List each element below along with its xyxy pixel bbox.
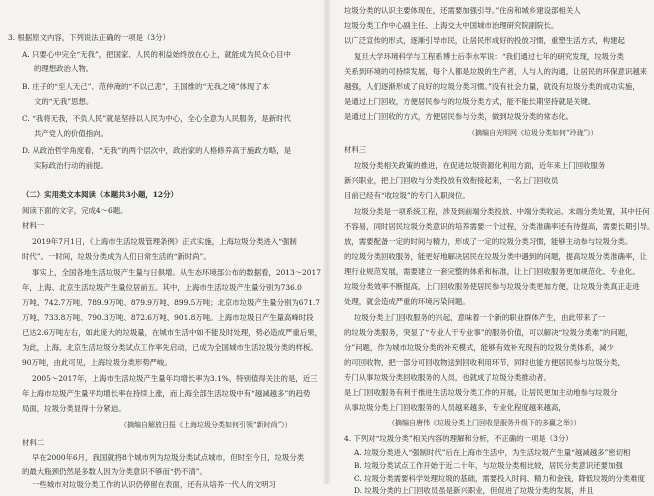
q3-stem: 3. 根据原文内容，下列说法正确的一项是（3分） (8, 33, 170, 42)
left-column (0, 0, 330, 489)
paragraph-line: 垃圾分类上门回收服务的兴起，意味着一个新的职业群体产生，由此带来了一 (354, 313, 606, 322)
q3-option-c-cont: 共产党人的价值指向。 (34, 129, 108, 138)
paragraph-line: 局面，垃圾分类显得十分紧迫。 (22, 404, 126, 413)
paragraph-line: 的可回收物，把一部分可回收物送到回收利用环节，同时也能方便居民参与垃圾分类， (344, 358, 625, 367)
q3-option-a: A. 只要心中完全“无我”，把国家、人民的利益始终放在心上，就能成为民众心目中 (22, 50, 291, 59)
paragraph-line: 垃圾分类效率不断提高，上门回收服务使居民参与垃圾分类更加方便，让垃圾分类真正走进 (344, 282, 640, 291)
paragraph-line: 关系到环境的可持续发展，每个人都是垃圾的生产者，人与人的沟通，让居民的环保意识越来 (344, 67, 648, 76)
paragraph-line: 年，上海、北京生活垃圾产生量位居前五。其中，上海市生活垃圾产生量分别为736.0 (22, 283, 302, 292)
q3-option-c: C. “我将无我，不负人民”就是坚持以人民为中心，全心全意为人民服务，是新时代 (22, 114, 291, 123)
q4-option-a: A. 垃圾分类进入“强制时代”后在上海市生活中，为生活垃圾产生量“越减越多”密切相 (354, 448, 631, 457)
material-1-heading: 材料一 (22, 221, 45, 230)
paragraph-line: 已达2.6万吨左右，如此庞大的垃圾量，在城市生活中如不能及时处理，势必造成严重后果， (22, 328, 322, 337)
material-3-heading: 材料三 (344, 145, 367, 154)
section-title: （二）实用类文本阅读（本题共3小题，12分） (22, 190, 178, 199)
paragraph-line: 年上海市垃圾产生量平均增长率在持续上涨，而上海全部生活垃圾中有“越减越多”的趋势 (22, 389, 311, 398)
q3-option-d-cont: 实际政治行动的前提。 (34, 161, 108, 170)
q3-option-b-cont: 文的“无我”思想。 (34, 97, 94, 106)
paragraph-line: 的垃圾分类回收服务，能更好地解决居民在垃圾分类中遇到的问题，提高垃圾分类准确率，让 (344, 252, 648, 261)
q3-option-b: B. 庄子的“至人无己”、范仲淹的“不以己悲”，王国维的“无我之境”体现了本 (22, 82, 270, 91)
source-citation-2: （摘编自光明网《垃圾分类如何“玲珑”》） (468, 129, 598, 137)
paragraph-line: 以广泛宣传的形式，逐渐引导市民，让居民形成好的投放习惯，重塑生活方式，构建起 (344, 36, 625, 45)
paragraph-line: 垃圾分类的认识主要体现在，还需要加强引导。”住房和城乡建设部相关人 (344, 6, 581, 15)
paragraph-line: 万吨、733.8万吨、790.3万吨、872.6万吨、901.8万吨。上海市垃圾日产生量高峰时段 (22, 313, 314, 322)
paragraph-line: 垃圾分类是一项系统工程，涉及到前端分类投放、中端分类收运、末端分类处置，其中任何 (354, 207, 650, 216)
paragraph-line: 目前已经有“收垃圾”的专门入职岗位。 (344, 191, 470, 200)
q4-stem: 4. 下列对“垃圾分类”相关内容的理解和分析，不正确的一项是（3分） (344, 434, 573, 443)
source-citation-1: （摘编自解放日报《上海垃圾分类如何引领“新时尚”》） (120, 421, 292, 429)
paragraph-line: 万吨、742.7万吨、789.9万吨、879.9万吨、899.5万吨；北京市垃圾产生量分别为671.7 (22, 298, 320, 307)
paragraph-line: 分”问题，作为城市垃圾分类的补充模式，能够有效补充现有的垃圾分类体系，减少 (344, 343, 614, 352)
paragraph-line: 理行业规范发展，需要建立一套完整的体系和标准，让上门回收服务更加规范化、专业化。 (344, 267, 640, 276)
paragraph-line: 事实上，全国各地生活垃圾产生量与日俱增。从生态环境部公布的数据看，2013～2017 (32, 268, 321, 277)
paragraph-line: 2005～2017年，上海市生活垃圾产生量年均增长率为3.1%，特别值得关注的是，近三 (32, 374, 318, 383)
source-citation-3: （摘编自唐伟《垃圾分类上门回收是服务升级下的多赢之举》） (388, 419, 581, 427)
q4-option-c: C. 垃圾分类需要科学处理垃圾的基础，需要投入时间、精力和金钱，降低垃圾的分类难度 (354, 474, 645, 483)
material-2-heading: 材料二 (22, 438, 45, 447)
paragraph-line: 专门从事垃圾分类回收服务的人员，也就成了垃圾分类推动者。 (344, 373, 551, 382)
paragraph-line: 一些城市对垃圾分类工作的认识仍停留在表面，还有从培养一代人的文明习 (32, 480, 276, 489)
paragraph-line: 垃圾分类相关政策的推进，在促进垃圾资源化利用方面，近年来上门回收服务 (354, 161, 606, 170)
paragraph-line: 2019年7月1日，《上海市生活垃圾管理条例》正式实施，上海垃圾分类进入“强制 (32, 237, 297, 246)
paragraph-line: 早在2000年6月，我国就将8个城市列为垃圾分类试点城市，但时至今日，垃圾分类 (32, 453, 305, 462)
instruction: 阅读下面的文字，完成4～6题。 (22, 206, 128, 215)
paragraph-line: 是通过上门回收，方便居民参与的垃圾分类方式，能不能长期坚持就是关键。 (344, 97, 596, 106)
paragraph-line: 的最大瓶颈仍然是多数人因为分类意识不够而“扔不清”。 (22, 467, 207, 476)
paragraph-line: 时代”。一时间，垃圾分类成为人们日常生活的“新时尚”。 (22, 252, 211, 261)
paragraph-line: 为此，上海、北京生活垃圾分类试点工作率先启动，已成为全国城市生活垃圾分类的样板。 (22, 343, 318, 352)
paragraph-line: 越强，人们逐渐形成了良好的垃圾分类习惯。”没有社会力量，就没有垃圾分类的成功实施， (344, 82, 640, 91)
q3-option-d: D. 从政治哲学角度看，“无我”的两个层次中，政治家的人格修养高于施政方略，是 (22, 146, 292, 155)
q4-option-d: D. 垃圾分类的上门回收员虽是新兴职业，但促进了垃圾分类的发展，并且 (354, 486, 594, 495)
paragraph-line: 垃圾分类工作中心副主任、上海交大中国城市治理研究院副院长。 (344, 21, 559, 30)
paragraph-line: 的垃圾分类服务，突显了“专业人干专业事”的服务价值，可以解决“垃圾分类难”的问题， (344, 328, 633, 337)
paragraph-line: 处理，就会造成严重的环境污染问题。 (344, 297, 470, 306)
q4-option-b: B. 垃圾分类试点工作开始于近二十年，与垃圾分类相比较，居民分类意识还要加强 (354, 461, 623, 470)
paragraph-line: 是上门回收服务有利于推进生活垃圾分类工作的开展，让居民更加主动地参与垃圾分 (344, 388, 618, 397)
paragraph-line: 是通过上门回收的方式，方便居民参与分类，做到垃圾分类的常态化。 (344, 112, 574, 121)
paragraph-line: 不容易，同时居民垃圾分类意识的培养需要一个过程，分类准确率还有待提高，需要长期引导。 (344, 222, 654, 231)
paragraph-line: 复旦大学环境科学与工程系博士后李水军说：“我们通过七年的研究发现，垃圾分类 (354, 52, 624, 61)
paragraph-line: 从事垃圾分类上门回收服务的人员越来越多，专业化程度越来越高， (344, 403, 566, 412)
q3-option-a-cont: 的理想政治人物。 (34, 64, 94, 73)
paragraph-line: 新兴职业，把上门回收与分类投放有效衔接起来，一名上门回收员 (344, 176, 559, 185)
paragraph-line: 放，需要配备一定的时间与精力，形成了一定的垃圾分类习惯，能够主动参与垃圾分类。 (344, 237, 633, 246)
right-column (328, 0, 654, 495)
paragraph-line: 90万吨，由此可见，上海垃圾分类形势严峻。 (22, 358, 172, 367)
